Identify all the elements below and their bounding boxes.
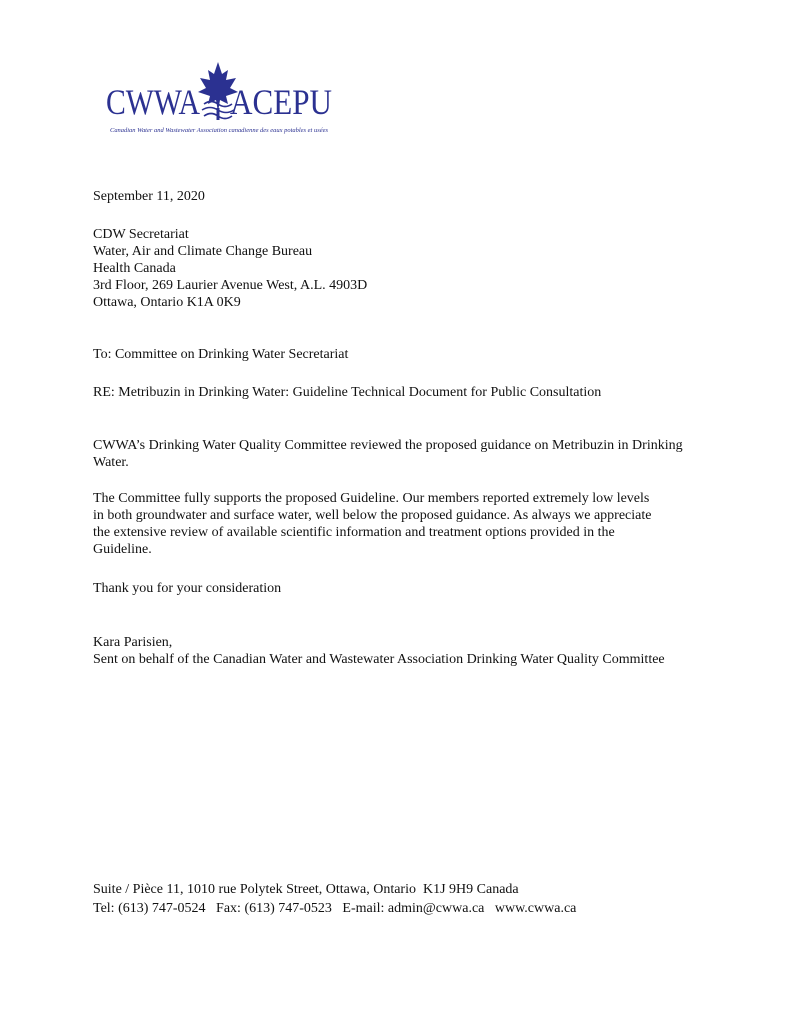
- signature-name: Kara Parisien,: [93, 635, 173, 650]
- recipient-line: Health Canada: [93, 261, 176, 276]
- paragraph: The Committee fully supports the proposed Guideline. Our members reported extremely low levels in both groundwater and surface water, well below the proposed guidance. As always we appreciate the extensive review of available scientific information and treatment options provided in the Guideline.: [93, 491, 652, 557]
- subject-line: RE: Metribuzin in Drinking Water: Guideline Technical Document for Public Consultation: [93, 385, 602, 400]
- signature: [93, 634, 668, 668]
- footer-contact: Tel: (613) 747-0524 Fax: (613) 747-0523 E-mail: admin@cwwa.ca www.cwwa.ca: [93, 901, 577, 916]
- recipient-address: [93, 226, 733, 311]
- letter-date: September 11, 2020: [93, 189, 205, 204]
- cwwa-acepu-logo: [106, 58, 336, 138]
- org-short-en: CWWA: [106, 82, 200, 122]
- paragraph: CWWA’s Drinking Water Quality Committee reviewed the proposed guidance on Metribuzin in Drinking Water.: [93, 438, 683, 470]
- org-full-name: Canadian Water and Wastewater Association canadienne des eaux potables et usées: [110, 127, 329, 134]
- footer-address: Suite / Pièce 11, 1010 rue Polytek Street, Ottawa, Ontario K1J 9H9 Canada: [93, 882, 519, 897]
- logo-graphic: [106, 58, 336, 138]
- recipient-line: 3rd Floor, 269 Laurier Avenue West, A.L. 4903D: [93, 278, 368, 293]
- signature-note: Sent on behalf of the Canadian Water and Wastewater Association Drinking Water Quality Committee: [93, 652, 665, 667]
- recipient-line: Ottawa, Ontario K1A 0K9: [93, 295, 241, 310]
- to-line: To: Committee on Drinking Water Secretariat: [93, 347, 349, 362]
- recipient-line: CDW Secretariat: [93, 227, 189, 242]
- paragraph: Thank you for your consideration: [93, 581, 282, 596]
- org-short-fr: ACEPU: [230, 82, 332, 122]
- letterhead-footer: [93, 880, 576, 918]
- recipient-line: Water, Air and Climate Change Bureau: [93, 244, 313, 259]
